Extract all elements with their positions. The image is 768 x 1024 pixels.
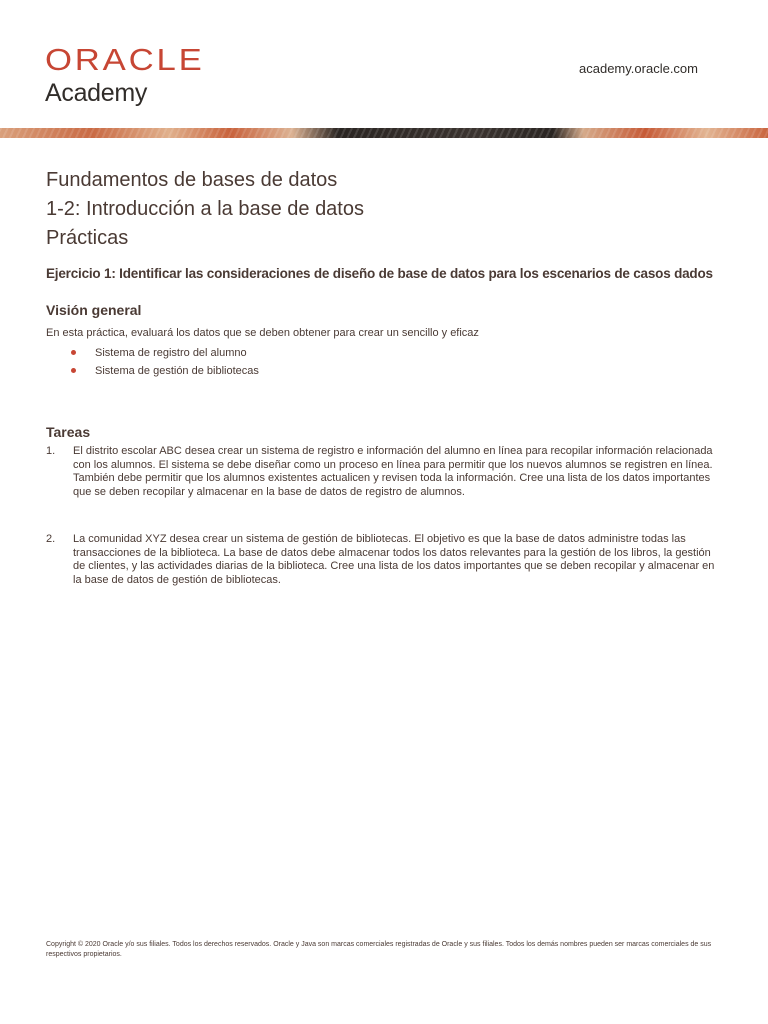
overview-heading: Visión general	[46, 302, 142, 318]
list-item	[70, 344, 259, 362]
copyright-footer: Copyright © 2020 Oracle y/o sus filiales. Todos los derechos reservados. Oracle y Java son marcas comerciales registradas de Oracle y sus filiales. Todos los demás nombres pueden ser marcas comerciales de sus respectivos propietarios.	[46, 941, 712, 958]
practice-title: Prácticas	[46, 227, 129, 249]
task-item-1	[46, 445, 716, 499]
task-item-2	[46, 533, 716, 587]
exercise-title: Ejercicio 1: Identificar las consideraciones de diseño de base de datos para los escenarios de casos dados	[46, 266, 713, 281]
bullet-icon	[71, 350, 76, 355]
tasks-heading: Tareas	[46, 424, 91, 440]
overview-bullet-list	[70, 344, 259, 380]
site-url: academy.oracle.com	[579, 61, 698, 76]
task-text: El distrito escolar ABC desea crear un sistema de registro e información del alumno en línea para recopilar información relacionada con los alumnos. El sistema se debe diseñar como un proceso en línea para permitir que los nuevos alumnos se registren en línea. También debe permitir que los alumnos existentes actualicen y revisen toda la información. Cree una lista de los datos importantes que se deben recopilar y almacenar en la base de datos de registro de alumnos.	[73, 445, 713, 498]
course-title: Fundamentos de bases de datos	[46, 169, 338, 191]
logo-oracle-wordmark: ORACLE	[45, 42, 205, 77]
list-item	[70, 362, 259, 380]
bullet-text: Sistema de registro del alumno	[95, 347, 247, 359]
banner-texture	[0, 128, 768, 138]
task-text: La comunidad XYZ desea crear un sistema de gestión de bibliotecas. El objetivo es que la base de datos administre todas las transacciones de la biblioteca. La base de datos debe almacenar todos los datos relevantes para la gestión de los libros, la gestión de clientes, y las actividades diarias de la biblioteca. Cree una lista de los datos importantes que se deben recopilar y almacenar en la base de datos de gestión de bibliotecas.	[73, 533, 715, 586]
bullet-text: Sistema de gestión de bibliotecas	[95, 365, 259, 377]
lesson-title: 1-2: Introducción a la base de datos	[46, 198, 364, 220]
task-number: 1.	[46, 445, 56, 457]
document-title-block	[46, 166, 726, 253]
oracle-academy-logo	[45, 44, 225, 107]
overview-text: En esta práctica, evaluará los datos que se deben obtener para crear un sencillo y eficaz	[46, 327, 479, 339]
bullet-icon	[71, 368, 76, 373]
task-number: 2.	[46, 533, 56, 545]
logo-academy-text: Academy	[45, 79, 148, 107]
header-banner-image	[0, 128, 768, 138]
